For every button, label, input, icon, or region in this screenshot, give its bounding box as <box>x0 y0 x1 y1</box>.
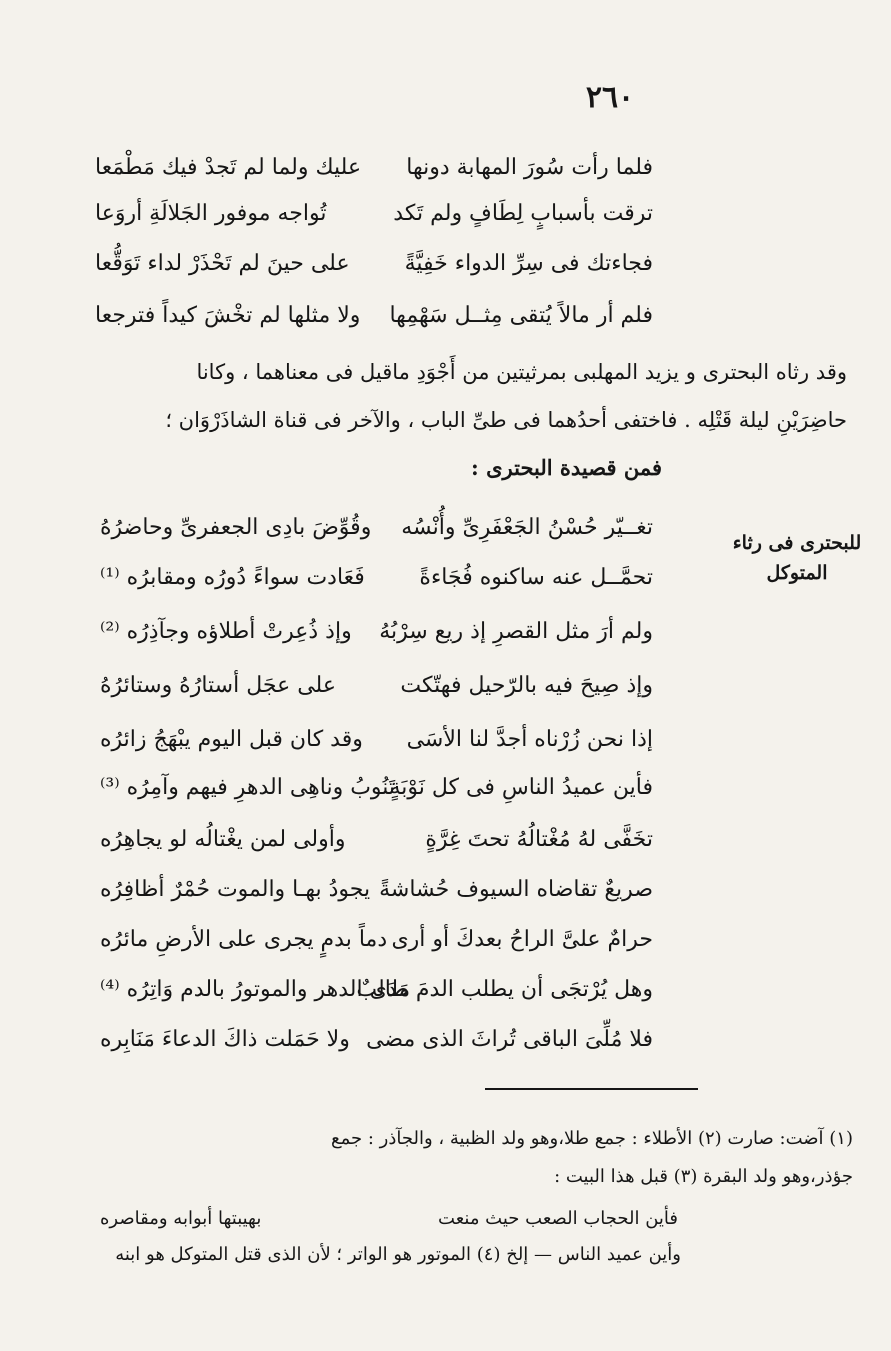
verse-hemistich-right: تحمَّــل عنه ساكنوه فُجَاءةً <box>419 565 653 590</box>
verse-hemistich-right: فأين عميدُ الناسِ فى كل نَوْبَةٍ <box>389 775 653 800</box>
verse-hemistich-left: دماً بدمٍ يجرى على الأرضِ مائرُه <box>100 927 388 952</box>
verse-hemistich-left: ولا حَمَلت ذاكَ الدعاءَ مَنَابِره <box>100 1027 350 1052</box>
verse-hemistich-left: على عجَل أستارُهُ وستائرُهُ <box>100 673 336 698</box>
verse-line <box>95 196 653 232</box>
footnote-line: (١) آضت: صارت (٢) الأطلاء : جمع طلا،وهو ولد الظبية ، والجآذر : جمع <box>331 1128 853 1149</box>
footnote-line: جؤذر،وهو ولد البقرة (٣) قبل هذا البيت : <box>554 1166 853 1187</box>
margin-note-line: للبحترى فى رثاء <box>732 532 862 554</box>
verse-hemistich-left: وإذ ذُعِرتْ أطلاؤه وجآذِرُه ⁽²⁾ <box>100 619 352 644</box>
verse-hemistich-right: وإذ صِيحَ فيه بالرّحيل فهتّكت <box>400 673 653 698</box>
verse-line <box>100 972 653 1008</box>
verse-line <box>95 298 653 334</box>
verse-hemistich-right: إذا نحن زُرْناه أجدَّ لنا الأسَى <box>406 727 653 752</box>
verse-hemistich-left: وقد كان قبل اليوم يبْهَجُ زائرُه <box>100 727 363 752</box>
verse-hemistich-left: وقُوِّضَ بادِى الجعفرىِّ وحاضرُهُ <box>100 515 372 540</box>
verse-line <box>100 770 653 806</box>
verse-line <box>100 614 653 650</box>
verse-line <box>100 822 653 858</box>
verse-hemistich-left: فَعَادت سواءً دُورُه ومقابرُه ⁽¹⁾ <box>100 565 365 590</box>
margin-note-line: المتوكل <box>766 562 828 584</box>
verse-line <box>95 246 653 282</box>
verse-hemistich-left: تُواجه موفور الجَلالَةِ أروَعا <box>95 201 327 226</box>
verse-hemistich-left: مَدَى الدهر والموتورُ بالدم وَاتِرُه ⁽⁴⁾ <box>100 977 411 1002</box>
verse-line <box>100 668 653 704</box>
verse-hemistich-left: تَنُوبُ وناهِى الدهرِ فيهم وآمِرُه ⁽³⁾ <box>100 775 396 800</box>
verse-line <box>100 510 653 546</box>
verse-line <box>100 872 653 908</box>
verse-line <box>100 722 653 758</box>
verse-hemistich-right: تخَفَّى لهُ مُغْتالُهُ تحتَ غِرَّةٍ <box>425 827 653 852</box>
footnote-line: وأين عميد الناس — إلخ (٤) الموتور هو الواتر ؛ لأن الذى قتل المتوكل هو ابنه <box>115 1244 681 1265</box>
margin-note <box>722 528 872 588</box>
verse-hemistich-right: فأين الحجاب الصعب حيث منعت <box>438 1208 678 1229</box>
prose-line: حاضِرَيْنِ ليلة قَتْلِه . فاختفى أحدُهما فى طىِّ الباب ، والآخر فى قناة الشاذَرْوَان ؛ <box>165 408 847 432</box>
verse-hemistich-left: وأولى لمن يغْتالُه لو يجاهِرُه <box>100 827 346 852</box>
verse-hemistich-left: عليك ولما لم تَجدْ فيك مَطْمَعا <box>95 155 362 180</box>
page-number: ٢٦٠ <box>585 80 635 115</box>
verse-hemistich-right: فلا مُلِّىَ الباقى تُراثَ الذى مضى <box>366 1027 653 1052</box>
verse-hemistich-right: حرامٌ علىَّ الراحُ بعدكَ أو أرى <box>391 927 653 952</box>
verse-hemistich-right: فلما رأت سُورَ المهابة دونها <box>406 155 653 180</box>
verse-hemistich-right: فلم أر مالاً يُتقى مِثــل سَهْمِها <box>389 303 653 328</box>
verse-line <box>100 560 653 596</box>
footnote-verse <box>100 1204 678 1234</box>
verse-line <box>100 922 653 958</box>
prose-line: وقد رثاه البحترى و يزيد المهلبى بمرثيتين من أَجْوَدِ ماقيل فى معناهما ، وكانا <box>196 360 847 384</box>
verse-line <box>100 1022 653 1058</box>
footnote-separator <box>485 1088 698 1090</box>
verse-hemistich-left: على حينَ لم تَحْذَرْ لداء تَوَقُّعا <box>95 251 350 276</box>
verse-hemistich-right: فجاءتك فى سِرِّ الدواء خَفِيَّةً <box>404 251 653 276</box>
verse-line <box>95 150 653 186</box>
verse-hemistich-left: بهيبتها أبوابه ومقاصره <box>100 1208 262 1229</box>
verse-hemistich-right: تغــيّر حُسْنُ الجَعْفَرِىِّ وأُنْسُه <box>401 515 653 540</box>
prose-line: فمن قصيدة البحترى : <box>471 455 662 480</box>
verse-hemistich-left: يجودُ بهـا والموت حُمْرٌ أظافِرُه <box>100 877 371 902</box>
verse-hemistich-right: وهل يُرْتجَى أن يطلب الدمَ طالبٌ <box>356 977 653 1002</box>
verse-hemistich-right: ترقت بأسبابٍ لِطَافٍ ولم تَكد <box>393 201 653 226</box>
verse-hemistich-left: ولا مثلها لم تخْشَ كيداً فترجعا <box>95 303 361 328</box>
verse-hemistich-right: ولم أرَ مثل القصرِ إذ ريع سِرْبُهُ <box>379 619 653 644</box>
verse-hemistich-right: صريعٌ تقاضاه السيوف حُشاشةً <box>379 877 653 902</box>
